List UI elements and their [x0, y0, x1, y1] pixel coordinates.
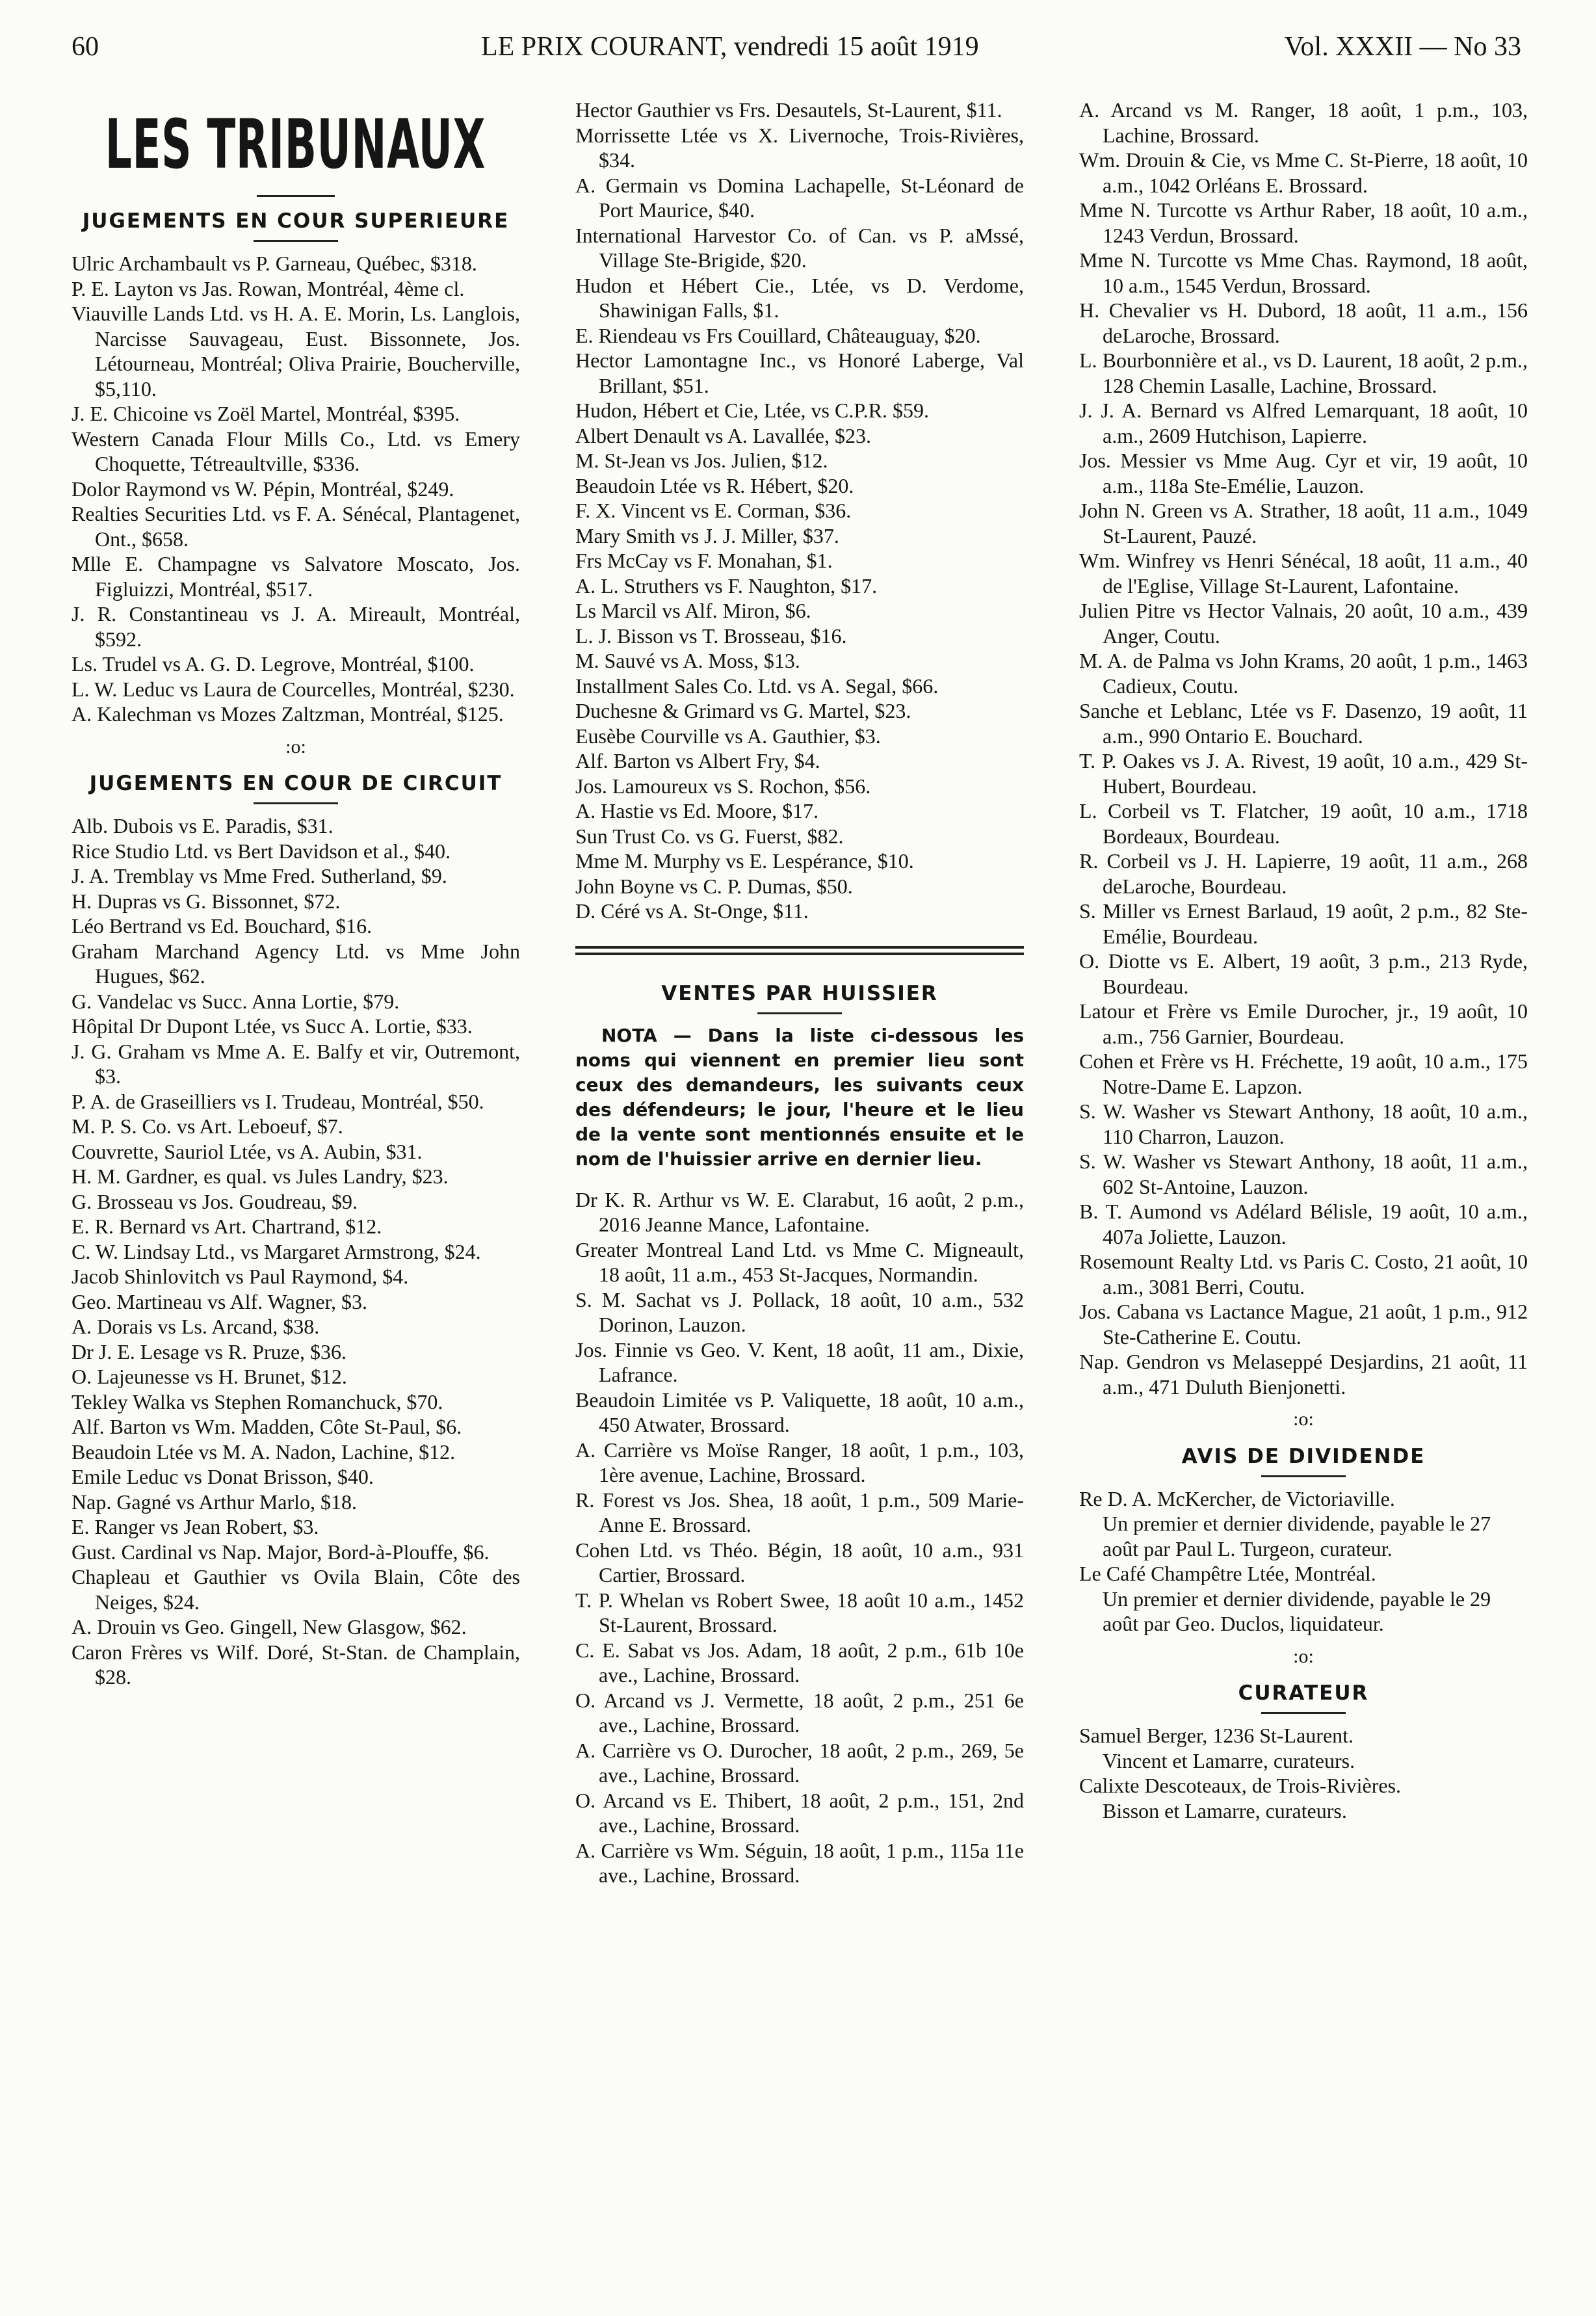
list-item: Sun Trust Co. vs G. Fuerst, $82.	[575, 824, 844, 848]
list-item: Greater Montreal Land Ltd. vs Mme C. Migneault, 18 août, 11 a.m., 453 St-Jacques, Normandin.	[575, 1237, 1024, 1286]
list-item: P. E. Layton vs Jas. Rowan, Montréal, 4ème cl.	[72, 276, 465, 300]
list-item: Caron Frères vs Wilf. Doré, St-Stan. de Champlain, $28.	[72, 1640, 520, 1689]
list-item: H. Dupras vs G. Bissonnet, $72.	[72, 889, 341, 913]
column-1	[72, 98, 520, 2295]
heading-cour-superieure: JUGEMENTS EN COUR SUPERIEURE	[82, 209, 510, 233]
list-item: D. Céré vs A. St-Onge, $11.	[575, 899, 809, 923]
list-item: S. M. Sachat vs J. Pollack, 18 août, 10 a.m., 532 Dorinon, Lauzon.	[575, 1287, 1024, 1336]
list-item: J. A. Tremblay vs Mme Fred. Sutherland, $9.	[72, 864, 447, 888]
list-item: Sanche et Leblanc, Ltée vs F. Dasenzo, 19 août, 11 a.m., 990 Ontario E. Bouchard.	[1079, 699, 1528, 748]
list-item: R. Corbeil vs J. H. Lapierre, 19 août, 11 a.m., 268 deLaroche, Bourdeau.	[1079, 849, 1528, 898]
list-item: T. P. Whelan vs Robert Swee, 18 août 10 a.m., 1452 St-Laurent, Brossard.	[575, 1588, 1024, 1637]
list-item: Rosemount Realty Ltd. vs Paris C. Costo, 21 août, 10 a.m., 3081 Berri, Coutu.	[1079, 1250, 1528, 1298]
list-item: Rice Studio Ltd. vs Bert Davidson et al., $40.	[72, 839, 451, 863]
list-item: A. Dorais vs Ls. Arcand, $38.	[72, 1315, 320, 1338]
list-item: Western Canada Flour Mills Co., Ltd. vs Emery Choquette, Tétreaultville, $336.	[72, 427, 520, 475]
double-divider	[575, 946, 1024, 955]
list-item: Hector Gauthier vs Frs. Desautels, St-Laurent, $11.	[575, 98, 1002, 122]
list-item: Léo Bertrand vs Ed. Bouchard, $16.	[72, 914, 373, 938]
list-item: M. St-Jean vs Jos. Julien, $12.	[575, 449, 828, 472]
heading-cour-circuit: JUGEMENTS EN COUR DE CIRCUIT	[89, 772, 503, 795]
list-item: Mme N. Turcotte vs Arthur Raber, 18 août, 10 a.m., 1243 Verdun, Brossard.	[1079, 198, 1528, 247]
list-item: Mme N. Turcotte vs Mme Chas. Raymond, 18 août, 10 a.m., 1545 Verdun, Brossard.	[1079, 248, 1528, 297]
list-item: Beaudoin Ltée vs R. Hébert, $20.	[575, 473, 854, 497]
list-item: Alf. Barton vs Albert Fry, $4.	[575, 749, 820, 772]
column-3	[1079, 98, 1528, 2295]
notice-first-line: Samuel Berger, 1236 St-Laurent.	[1079, 1724, 1354, 1747]
list-item: C. W. Lindsay Ltd., vs Margaret Armstrong, $24.	[72, 1239, 481, 1263]
notice-item	[1079, 1773, 1528, 1823]
list-item: Mary Smith vs J. J. Miller, $37.	[575, 523, 839, 547]
list-item: B. T. Aumond vs Adélard Bélisle, 19 août, 10 a.m., 407a Joliette, Lauzon.	[1079, 1200, 1528, 1248]
list-item: A. Carrière vs Wm. Séguin, 18 août, 1 p.m., 115a 11e ave., Lachine, Brossard.	[575, 1838, 1024, 1887]
list-item: R. Forest vs Jos. Shea, 18 août, 1 p.m., 509 Marie-Anne E. Brossard.	[575, 1488, 1024, 1536]
list-item: Dr K. R. Arthur vs W. E. Clarabut, 16 août, 2 p.m., 2016 Jeanne Mance, Lafontaine.	[575, 1187, 1024, 1236]
divider	[1261, 1712, 1346, 1714]
heading-ventes-huissier: VENTES PAR HUISSIER	[661, 981, 938, 1005]
list-item: Alf. Barton vs Wm. Madden, Côte St-Paul, $6.	[72, 1415, 462, 1438]
list-curateurs	[1079, 1723, 1528, 1823]
list-ventes-continued	[1079, 98, 1528, 1399]
list-item: Beaudoin Ltée vs M. A. Nadon, Lachine, $12.	[72, 1440, 456, 1464]
list-item: Wm. Winfrey vs Henri Sénécal, 18 août, 11 a.m., 40 de l'Eglise, Village St-Laurent, Lafontaine.	[1079, 549, 1528, 598]
nota-paragraph: NOTA — Dans la liste ci-dessous les noms qui viennent en premier lieu sont ceux des demandeurs, les suivants ceux des défendeurs; le jour, l'heure et le lieu de la vente sont mentionnés ensuite et le nom de l'huissier arrive en dernier lieu.	[575, 1024, 1024, 1170]
notice-item	[1079, 1486, 1528, 1562]
list-item: E. Ranger vs Jean Robert, $3.	[72, 1515, 319, 1538]
list-item: Dr J. E. Lesage vs R. Pruze, $36.	[72, 1339, 347, 1363]
volume-number: Vol. XXXII — No 33	[1284, 32, 1521, 62]
list-item: Emile Leduc vs Donat Brisson, $40.	[72, 1465, 374, 1488]
list-item: Ulric Archambault vs P. Garneau, Québec, $318.	[72, 252, 477, 275]
list-item: Realties Securities Ltd. vs F. A. Sénécal, Plantagenet, Ont., $658.	[72, 502, 520, 551]
list-item: S. Miller vs Ernest Barlaud, 19 août, 2 p.m., 82 Ste-Emélie, Bourdeau.	[1079, 899, 1528, 948]
list-item: Latour et Frère vs Emile Durocher, jr., 19 août, 10 a.m., 756 Garnier, Bourdeau.	[1079, 999, 1528, 1048]
list-item: A. Hastie vs Ed. Moore, $17.	[575, 799, 819, 822]
list-item: Cohen Ltd. vs Théo. Bégin, 18 août, 10 a.m., 931 Cartier, Brossard.	[575, 1538, 1024, 1586]
list-item: A. Kalechman vs Mozes Zaltzman, Montréal, $125.	[72, 702, 504, 726]
list-ventes	[575, 1187, 1024, 1888]
list-item: E. Riendeau vs Frs Couillard, Châteauguay, $20.	[575, 323, 981, 347]
list-item: John N. Green vs A. Strather, 18 août, 11 a.m., 1049 St-Laurent, Pauzé.	[1079, 499, 1528, 547]
list-item: G. Vandelac vs Succ. Anna Lortie, $79.	[72, 989, 400, 1013]
list-item: Mme M. Murphy vs E. Lespérance, $10.	[575, 849, 914, 873]
page-header	[72, 23, 1521, 69]
list-item: J. E. Chicoine vs Zoël Martel, Montréal, $395.	[72, 402, 460, 425]
list-item: Wm. Drouin & Cie, vs Mme C. St-Pierre, 18 août, 10 a.m., 1042 Orléans E. Brossard.	[1079, 148, 1528, 197]
divider	[1261, 1475, 1346, 1477]
list-item: Jos. Lamoureux vs S. Rochon, $56.	[575, 774, 871, 798]
section-title: LES TRIBUNAUX	[105, 105, 486, 184]
notice-first-line: Re D. A. McKercher, de Victoriaville.	[1079, 1486, 1395, 1510]
notice-item	[1079, 1561, 1528, 1637]
list-item: Jacob Shinlovitch vs Paul Raymond, $4.	[72, 1265, 409, 1288]
list-item: A. Carrière vs Moïse Ranger, 18 août, 1 p.m., 103, 1ère avenue, Lachine, Brossard.	[575, 1438, 1024, 1486]
list-item: O. Lajeunesse vs H. Brunet, $12.	[72, 1365, 347, 1388]
list-item: L. J. Bisson vs T. Brosseau, $16.	[575, 624, 847, 648]
list-item: Gust. Cardinal vs Nap. Major, Bord-à-Plouffe, $6.	[72, 1540, 490, 1564]
list-item: O. Arcand vs E. Thibert, 18 août, 2 p.m., 151, 2nd ave., Lachine, Brossard.	[575, 1788, 1024, 1837]
list-item: P. A. de Graseilliers vs I. Trudeau, Montréal, $50.	[72, 1089, 484, 1113]
list-item: J. G. Graham vs Mme A. E. Balfy et vir, Outremont, $3.	[72, 1039, 520, 1088]
list-item: Eusèbe Courville vs A. Gauthier, $3.	[575, 724, 881, 748]
list-item: C. E. Sabat vs Jos. Adam, 18 août, 2 p.m., 61b 10e ave., Lachine, Brossard.	[575, 1638, 1024, 1687]
list-item: A. Drouin vs Geo. Gingell, New Glasgow, $62.	[72, 1615, 467, 1638]
list-item: Albert Denault vs A. Lavallée, $23.	[575, 423, 871, 447]
list-item: L. W. Leduc vs Laura de Courcelles, Montréal, $230.	[72, 677, 515, 701]
list-item: O. Arcand vs J. Vermette, 18 août, 2 p.m., 251 6e ave., Lachine, Brossard.	[575, 1688, 1024, 1737]
list-dividendes	[1079, 1486, 1528, 1637]
list-item: Jos. Cabana vs Lactance Mague, 21 août, 1 p.m., 912 Ste-Catherine E. Coutu.	[1079, 1300, 1528, 1349]
list-item: Duchesne & Grimard vs G. Martel, $23.	[575, 699, 911, 722]
notice-detail: Un premier et dernier dividende, payable le 29 août par Geo. Duclos, liquidateur.	[1103, 1586, 1491, 1635]
list-item: F. X. Vincent vs E. Corman, $36.	[575, 499, 852, 522]
list-item: A. Arcand vs M. Ranger, 18 août, 1 p.m., 103, Lachine, Brossard.	[1079, 98, 1528, 147]
list-circuit-continued	[575, 98, 1024, 924]
divider	[757, 1012, 842, 1014]
page-number: 60	[72, 32, 99, 62]
list-item: M. A. de Palma vs John Krams, 20 août, 1 p.m., 1463 Cadieux, Coutu.	[1079, 649, 1528, 698]
notice-detail: Un premier et dernier dividende, payable le 27 août par Paul L. Turgeon, curateur.	[1103, 1512, 1491, 1560]
list-item: Beaudoin Limitée vs P. Valiquette, 18 août, 10 a.m., 450 Atwater, Brossard.	[575, 1388, 1024, 1436]
list-item: G. Brosseau vs Jos. Goudreau, $9.	[72, 1189, 358, 1213]
list-item: Hôpital Dr Dupont Ltée, vs Succ A. Lortie, $33.	[72, 1014, 473, 1038]
list-item: Alb. Dubois vs E. Paradis, $31.	[72, 814, 334, 837]
notice-item	[1079, 1723, 1528, 1773]
list-item: Graham Marchand Agency Ltd. vs Mme John Hugues, $62.	[72, 939, 520, 988]
list-item: Jos. Finnie vs Geo. V. Kent, 18 août, 11 am., Dixie, Lafrance.	[575, 1337, 1024, 1386]
list-item: Dolor Raymond vs W. Pépin, Montréal, $249.	[72, 477, 454, 501]
list-cour-circuit	[72, 813, 520, 1690]
list-item: Nap. Gagné vs Arthur Marlo, $18.	[72, 1490, 358, 1514]
list-item: M. Sauvé vs A. Moss, $13.	[575, 649, 800, 672]
list-item: Hudon et Hébert Cie., Ltée, vs D. Verdome, Shawinigan Falls, $1.	[575, 273, 1024, 322]
list-item: Ls. Trudel vs A. G. D. Legrove, Montréal, $100.	[72, 652, 475, 676]
list-item: O. Diotte vs E. Albert, 19 août, 3 p.m., 213 Ryde, Bourdeau.	[1079, 949, 1528, 998]
column-2	[575, 98, 1024, 2295]
list-item: Ls Marcil vs Alf. Miron, $6.	[575, 599, 811, 622]
list-item: Viauville Lands Ltd. vs H. A. E. Morin, Ls. Langlois, Narcisse Sauvageau, Eust. Bissonnete, Jos. Létourneau, Montréal; Oliva Prairie, Boucherville, $5,110.	[72, 302, 520, 401]
list-item: Installment Sales Co. Ltd. vs A. Segal, $66.	[575, 674, 939, 698]
list-item: H. M. Gardner, es qual. vs Jules Landry, $23.	[72, 1165, 449, 1188]
list-cour-superieure	[72, 251, 520, 727]
list-item: A. L. Struthers vs F. Naughton, $17.	[575, 573, 878, 598]
divider	[257, 195, 335, 197]
list-item: S. W. Washer vs Stewart Anthony, 18 août, 10 a.m., 110 Charron, Lauzon.	[1079, 1099, 1528, 1148]
list-item: M. P. S. Co. vs Art. Leboeuf, $7.	[72, 1114, 343, 1138]
notice-first-line: Calixte Descoteaux, de Trois-Rivières.	[1079, 1774, 1402, 1797]
list-item: Hector Lamontagne Inc., vs Honoré Laberge, Val Brillant, $51.	[575, 349, 1024, 397]
list-item: J. R. Constantineau vs J. A. Mireault, Montréal, $592.	[72, 602, 520, 651]
separator: :o:	[1293, 1645, 1314, 1667]
list-item: T. P. Oakes vs J. A. Rivest, 19 août, 10 a.m., 429 St-Hubert, Bourdeau.	[1079, 749, 1528, 798]
notice-first-line: Le Café Champêtre Ltée, Montréal.	[1079, 1562, 1376, 1585]
heading-avis-dividende: AVIS DE DIVIDENDE	[1181, 1444, 1426, 1468]
notice-detail: Bisson et Lamarre, curateurs.	[1103, 1798, 1347, 1823]
notice-detail: Vincent et Lamarre, curateurs.	[1103, 1748, 1355, 1772]
divider	[254, 240, 338, 242]
list-item: Couvrette, Sauriol Ltée, vs A. Aubin, $31.	[72, 1139, 423, 1163]
list-item: Frs McCay vs F. Monahan, $1.	[575, 549, 833, 572]
list-item: Tekley Walka vs Stephen Romanchuck, $70.	[72, 1389, 443, 1414]
list-item: Cohen et Frère vs H. Fréchette, 19 août, 10 a.m., 175 Notre-Dame E. Lapzon.	[1079, 1049, 1528, 1098]
divider	[254, 802, 338, 804]
list-item: Hudon, Hébert et Cie, Ltée, vs C.P.R. $59.	[575, 399, 929, 422]
list-item: Morrissette Ltée vs X. Livernoche, Trois-Rivières, $34.	[575, 123, 1024, 172]
list-item: Jos. Messier vs Mme Aug. Cyr et vir, 19 août, 10 a.m., 118a Ste-Emélie, Lauzon.	[1079, 449, 1528, 497]
list-item: A. Germain vs Domina Lachapelle, St-Léonard de Port Maurice, $40.	[575, 173, 1024, 222]
list-item: J. J. A. Bernard vs Alfred Lemarquant, 18 août, 10 a.m., 2609 Hutchison, Lapierre.	[1079, 399, 1528, 447]
list-item: Chapleau et Gauthier vs Ovila Blain, Côte des Neiges, $24.	[72, 1565, 520, 1614]
heading-curateur: CURATEUR	[1238, 1681, 1369, 1705]
list-item: H. Chevalier vs H. Dubord, 18 août, 11 a.m., 156 deLaroche, Brossard.	[1079, 298, 1528, 347]
list-item: S. W. Washer vs Stewart Anthony, 18 août, 11 a.m., 602 St-Antoine, Lauzon.	[1079, 1150, 1528, 1198]
list-item: L. Corbeil vs T. Flatcher, 19 août, 10 a.m., 1718 Bordeaux, Bourdeau.	[1079, 799, 1528, 848]
list-item: International Harvestor Co. of Can. vs P. aMssé, Village Ste-Brigide, $20.	[575, 223, 1024, 272]
list-item: E. R. Bernard vs Art. Chartrand, $12.	[72, 1215, 382, 1238]
list-item: L. Bourbonnière et al., vs D. Laurent, 18 août, 2 p.m., 128 Chemin Lasalle, Lachine, Brossard.	[1079, 349, 1528, 397]
list-item: Nap. Gendron vs Melaseppé Desjardins, 21 août, 11 a.m., 471 Duluth Bienjonetti.	[1079, 1350, 1528, 1399]
publication-title: LE PRIX COURANT, vendredi 15 août 1919	[481, 32, 979, 62]
list-item: A. Carrière vs O. Durocher, 18 août, 2 p.m., 269, 5e ave., Lachine, Brossard.	[575, 1738, 1024, 1787]
list-item: Mlle E. Champagne vs Salvatore Moscato, Jos. Figluizzi, Montréal, $517.	[72, 552, 520, 601]
list-item: Julien Pitre vs Hector Valnais, 20 août, 10 a.m., 439 Anger, Coutu.	[1079, 599, 1528, 648]
list-item: Geo. Martineau vs Alf. Wagner, $3.	[72, 1289, 367, 1313]
list-item: John Boyne vs C. P. Dumas, $50.	[575, 874, 853, 898]
separator: :o:	[285, 735, 306, 757]
separator: :o:	[1293, 1408, 1314, 1430]
